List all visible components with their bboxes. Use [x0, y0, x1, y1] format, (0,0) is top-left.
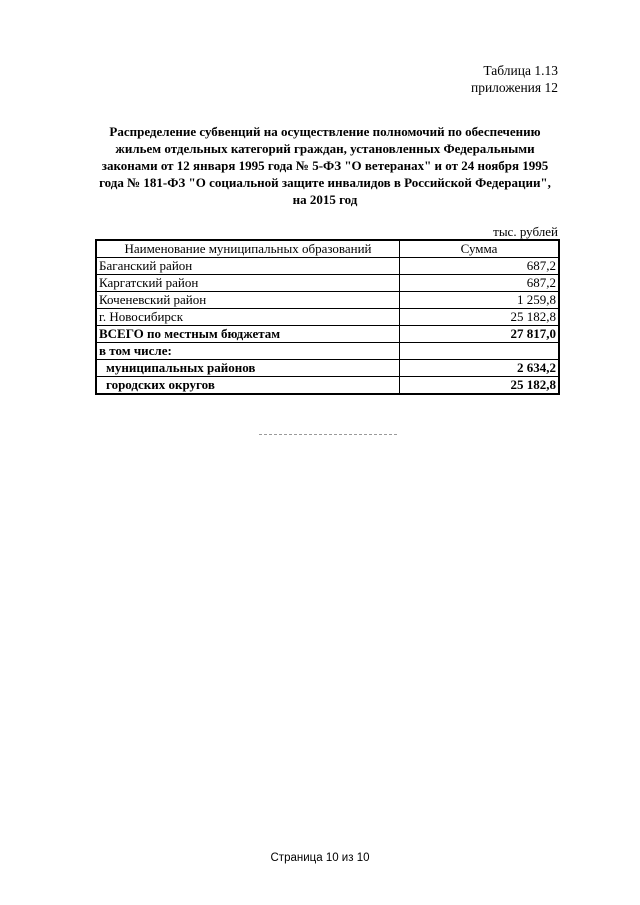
title-line-5: на 2015 год	[292, 192, 358, 207]
row-value: 2 634,2	[400, 360, 560, 377]
section-divider	[259, 434, 397, 435]
unit-label: тыс. рублей	[493, 224, 558, 239]
row-value: 25 182,8	[400, 377, 560, 395]
subsidy-table	[95, 239, 560, 395]
table-row	[96, 275, 559, 292]
table-row	[96, 292, 559, 309]
page-footer: Страница 10 из 10	[270, 852, 370, 864]
row-name: Коченевский район	[96, 292, 400, 309]
appendix-reference: приложения 12	[470, 80, 558, 95]
row-value: 27 817,0	[400, 326, 560, 343]
table-row	[96, 258, 559, 275]
row-name: муниципальных районов	[96, 360, 400, 377]
row-name: Каргатский район	[96, 275, 400, 292]
row-name: Баганский район	[96, 258, 400, 275]
row-value: 687,2	[400, 275, 560, 292]
row-value	[400, 343, 560, 360]
row-value: 687,2	[400, 258, 560, 275]
title-line-2: жильем отдельных категорий граждан, установленных Федеральными	[115, 141, 535, 156]
row-name: г. Новосибирск	[96, 309, 400, 326]
table-row-including	[96, 343, 559, 360]
row-name: ВСЕГО по местным бюджетам	[96, 326, 400, 343]
table-row-total	[96, 326, 559, 343]
table-row	[96, 309, 559, 326]
document-header-reference	[471, 62, 558, 96]
table-reference: Таблица 1.13	[483, 63, 558, 78]
header-amount: Сумма	[400, 240, 560, 258]
header-municipality: Наименование муниципальных образований	[96, 240, 400, 258]
title-line-3: законами от 12 января 1995 года № 5-ФЗ "О ветеранах" и от 24 ноября 1995	[101, 158, 549, 173]
title-line-1: Распределение субвенций на осуществление полномочий по обеспечению	[109, 124, 541, 139]
table-row-subtotal	[96, 377, 559, 395]
row-name: городских округов	[96, 377, 400, 395]
table-row-subtotal	[96, 360, 559, 377]
row-value: 1 259,8	[400, 292, 560, 309]
document-title	[90, 123, 560, 208]
table-header-row	[96, 240, 559, 258]
row-value: 25 182,8	[400, 309, 560, 326]
title-line-4: года № 181-ФЗ "О социальной защите инвалидов в Российской Федерации",	[99, 175, 551, 190]
row-name: в том числе:	[96, 343, 400, 360]
